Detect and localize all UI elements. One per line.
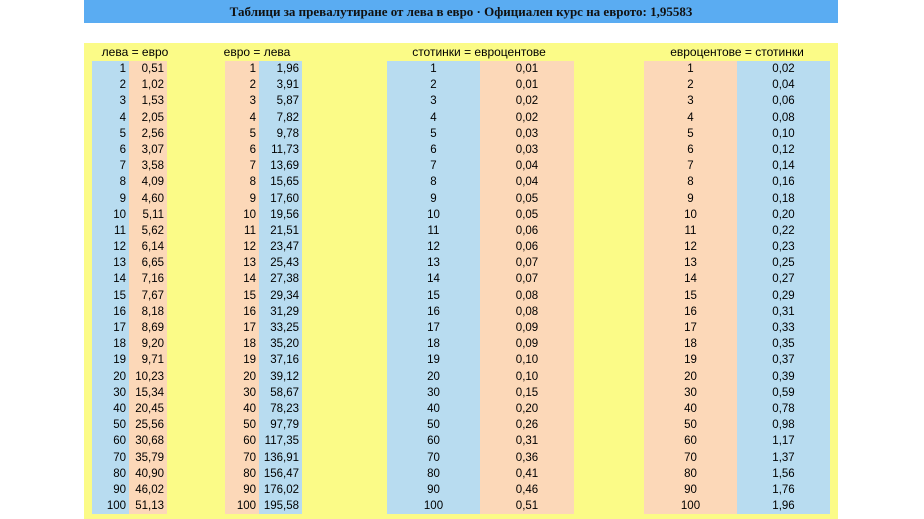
table-cell: 30 (684, 386, 697, 399)
table-cell: 2,05 (141, 111, 164, 124)
table-cell: 50 (427, 419, 440, 432)
table-cell: 18 (427, 338, 440, 351)
header-ct-to-st: евроцентове = стотинки (670, 45, 804, 59)
table-cell: 15,34 (135, 386, 164, 399)
table-cell: 9 (430, 192, 437, 205)
table-cell: 0,09 (515, 322, 539, 334)
table-cell: 4 (119, 111, 126, 124)
table-cell: 0,01 (515, 79, 539, 92)
table-cell: 0,10 (515, 370, 539, 383)
table-cell: 0,26 (515, 419, 539, 432)
table-cell: 0,03 (515, 127, 539, 140)
table-cell: 3 (119, 95, 126, 108)
spacer-band (84, 23, 838, 43)
table-cell: 20 (113, 370, 126, 383)
table-cell: 25,43 (270, 257, 299, 270)
table-cell: 13 (684, 257, 697, 270)
table-cell: 30 (113, 386, 126, 399)
table-cell: 12 (684, 241, 697, 254)
table-cell: 0,31 (515, 435, 539, 448)
table-cell: 0,08 (772, 111, 795, 124)
table-cell: 18 (113, 338, 126, 351)
table-cell: 35,79 (135, 451, 164, 464)
table-cell: 46,02 (135, 483, 164, 496)
table-cell: 21,51 (270, 224, 299, 237)
table-cell: 2 (430, 79, 437, 92)
table-cell: 0,35 (772, 338, 795, 351)
table-cell: 7 (687, 160, 694, 173)
table-cell: 15 (243, 289, 256, 302)
table-cell: 35,20 (270, 338, 299, 351)
table-cell: 5 (119, 127, 126, 140)
table-cell: 1 (119, 63, 126, 75)
table-cell: 17 (243, 322, 256, 334)
table-cell: 7 (430, 160, 437, 173)
table-cell: 30 (243, 386, 256, 399)
table-cell: 0,16 (772, 176, 795, 189)
table-cell: 0,29 (772, 289, 795, 302)
table-cell: 100 (423, 500, 444, 513)
table-cell: 20 (243, 370, 256, 383)
table-cell: 2,56 (141, 127, 164, 140)
table-cell: 80 (427, 467, 440, 480)
table-cell: 80 (684, 467, 697, 480)
table-cell: 0,18 (772, 192, 795, 205)
table-cell: 0,06 (515, 224, 539, 237)
table-cell: 100 (106, 500, 126, 513)
table-cell: 3 (687, 95, 694, 108)
table-cell: 0,04 (515, 160, 539, 173)
table-cell: 1,37 (772, 451, 795, 464)
table-cell: 51,13 (135, 500, 164, 513)
table-cell: 136,91 (263, 451, 299, 464)
table-cell: 6 (119, 143, 126, 156)
table-cell: 50 (684, 419, 697, 432)
table-cell: 0,06 (772, 95, 795, 108)
table-cell: 0,15 (515, 386, 539, 399)
lev-to-eur-value-column (129, 61, 167, 514)
table-cell: 0,02 (772, 63, 795, 75)
table-cell: 2 (249, 79, 256, 92)
table-cell: 0,59 (772, 386, 795, 399)
table-cell: 0,23 (772, 241, 795, 254)
table-cell: 19 (243, 354, 256, 367)
table-cell: 0,05 (515, 208, 539, 221)
table-cell: 9,20 (141, 338, 164, 351)
table-cell: 0,98 (772, 419, 795, 432)
table-cell: 0,20 (515, 402, 539, 415)
table-cell: 0,31 (772, 305, 795, 318)
table-cell: 0,06 (515, 241, 539, 254)
table-cell: 0,07 (515, 257, 539, 270)
table-cell: 4 (687, 111, 694, 124)
table-cell: 20 (684, 370, 697, 383)
table-cell: 5 (430, 127, 437, 140)
eurocent-amount-column (644, 61, 737, 514)
table-cell: 0,27 (772, 273, 795, 286)
table-cell: 2 (119, 79, 126, 92)
table-cell: 1,76 (772, 483, 795, 496)
table-cell: 16 (684, 305, 697, 318)
table-cell: 0,33 (772, 322, 795, 334)
table-cell: 0,41 (515, 467, 539, 480)
table-cell: 15 (684, 289, 697, 302)
table-cell: 5,87 (276, 95, 299, 108)
table-cell: 70 (243, 451, 256, 464)
table-cell: 16 (113, 305, 126, 318)
table-cell: 15 (113, 289, 126, 302)
table-cell: 33,25 (270, 322, 299, 334)
table-cell: 10 (243, 208, 256, 221)
table-cell: 6,14 (141, 241, 164, 254)
table-cell: 60 (243, 435, 256, 448)
table-cell: 0,39 (772, 370, 795, 383)
table-cell: 9 (249, 192, 256, 205)
page-title: Таблици за превалутиране от лева в евро · Официален курс на еврото: 1,95583 (84, 0, 838, 23)
table-cell: 4 (249, 111, 256, 124)
table-cell: 3 (430, 95, 437, 108)
table-cell: 0,05 (515, 192, 539, 205)
table-cell: 1 (687, 63, 694, 75)
table-cell: 4,60 (141, 192, 164, 205)
table-cell: 78,23 (270, 402, 299, 415)
conversion-sheet (84, 0, 838, 519)
table-cell: 90 (684, 483, 697, 496)
table-cell: 10 (113, 208, 126, 221)
table-cell: 15,65 (270, 176, 299, 189)
table-cell: 10,23 (135, 370, 164, 383)
table-cell: 117,35 (264, 435, 299, 448)
table-cell: 13 (427, 257, 440, 270)
table-cell: 176,02 (263, 483, 299, 496)
table-cell: 8 (119, 176, 126, 189)
table-cell: 5,11 (142, 208, 164, 221)
table-cell: 0,78 (772, 402, 795, 415)
table-cell: 0,20 (772, 208, 795, 221)
table-cell: 1 (249, 63, 256, 75)
table-cell: 13,69 (270, 160, 299, 173)
stotinki-amount-column (387, 61, 480, 514)
table-cell: 50 (113, 419, 126, 432)
table-cell: 23,47 (270, 241, 299, 254)
table-cell: 14 (243, 273, 256, 286)
table-cell: 156,47 (263, 467, 299, 480)
table-cell: 14 (684, 273, 697, 286)
table-cell: 8 (249, 176, 256, 189)
table-cell: 0,04 (772, 79, 795, 92)
table-cell: 40 (113, 402, 126, 415)
table-cell: 5 (687, 127, 694, 140)
lev-amount-column (92, 61, 129, 514)
table-cell: 39,12 (270, 370, 299, 383)
table-cell: 5 (249, 127, 256, 140)
table-cell: 7 (119, 160, 126, 173)
table-cell: 60 (113, 435, 126, 448)
header-st-to-ct: стотинки = евроцентове (412, 45, 546, 59)
table-cell: 31,29 (270, 305, 299, 318)
table-cell: 60 (427, 435, 440, 448)
table-cell: 12 (113, 241, 126, 254)
table-cell: 12 (427, 241, 440, 254)
table-cell: 1,02 (141, 79, 164, 92)
table-cell: 80 (243, 467, 256, 480)
table-cell: 100 (680, 500, 701, 513)
table-cell: 97,79 (270, 419, 299, 432)
table-cell: 0,07 (515, 273, 539, 286)
table-cell: 11,73 (271, 143, 299, 156)
table-cell: 18 (684, 338, 697, 351)
table-cell: 19 (427, 354, 440, 367)
table-cell: 10 (684, 208, 697, 221)
table-cell: 6 (249, 143, 256, 156)
table-cell: 17,60 (270, 192, 299, 205)
table-cell: 1,17 (772, 435, 795, 448)
table-cell: 0,37 (772, 354, 795, 367)
table-cell: 40 (684, 402, 697, 415)
table-cell: 8 (687, 176, 694, 189)
table-cell: 0,03 (515, 143, 539, 156)
table-cell: 2 (687, 79, 694, 92)
table-cell: 13 (243, 257, 256, 270)
table-cell: 7,82 (276, 111, 299, 124)
table-cell: 70 (113, 451, 126, 464)
table-cell: 16 (243, 305, 256, 318)
table-cell: 70 (684, 451, 697, 464)
table-cell: 9 (687, 192, 694, 205)
table-cell: 11 (244, 224, 256, 237)
table-cell: 4,09 (141, 176, 164, 189)
table-cell: 19 (113, 354, 126, 367)
table-cell: 0,46 (515, 483, 539, 496)
table-cell: 8,18 (141, 305, 164, 318)
table-cell: 0,22 (772, 224, 795, 237)
table-cell: 90 (113, 483, 126, 496)
table-cell: 0,08 (515, 305, 539, 318)
table-cell: 70 (427, 451, 440, 464)
table-cell: 0,14 (772, 160, 795, 173)
table-cell: 0,36 (515, 451, 539, 464)
table-cell: 5,62 (141, 224, 164, 237)
table-cell: 30 (427, 386, 440, 399)
table-cell: 17 (427, 322, 440, 334)
table-cell: 100 (236, 500, 256, 513)
table-cell: 20 (427, 370, 440, 383)
table-cell: 0,25 (772, 257, 795, 270)
table-cell: 7,67 (141, 289, 164, 302)
table-cell: 0,51 (515, 500, 539, 513)
table-cell: 7,16 (141, 273, 164, 286)
ct-to-st-value-column (737, 61, 830, 514)
table-cell: 17 (684, 322, 697, 334)
eur-amount-column (225, 61, 259, 514)
table-cell: 1 (430, 63, 437, 75)
table-cell: 10 (427, 208, 440, 221)
table-cell: 4 (430, 111, 437, 124)
table-cell: 14 (113, 273, 126, 286)
table-cell: 8 (430, 176, 437, 189)
table-cell: 0,02 (515, 95, 539, 108)
table-cell: 80 (113, 467, 126, 480)
table-cell: 0,09 (515, 338, 539, 351)
table-cell: 0,08 (515, 289, 539, 302)
table-cell: 12 (243, 241, 256, 254)
table-cell: 29,34 (270, 289, 299, 302)
table-cell: 19,56 (270, 208, 299, 221)
table-cell: 6,65 (141, 257, 164, 270)
table-cell: 25,56 (135, 419, 164, 432)
table-cell: 40 (243, 402, 256, 415)
table-cell: 9,78 (276, 127, 299, 140)
st-to-ct-value-column (480, 61, 574, 514)
table-cell: 50 (243, 419, 256, 432)
table-cell: 8,69 (141, 322, 164, 334)
table-cell: 90 (243, 483, 256, 496)
table-cell: 1,96 (772, 500, 795, 513)
table-cell: 0,12 (772, 143, 795, 156)
table-cell: 30,68 (135, 435, 164, 448)
table-cell: 3,07 (141, 143, 164, 156)
table-cell: 1,56 (772, 467, 795, 480)
table-cell: 16 (427, 305, 440, 318)
table-cell: 1,96 (276, 63, 299, 75)
table-cell: 11 (684, 224, 697, 237)
table-cell: 40 (427, 402, 440, 415)
table-cell: 17 (113, 322, 126, 334)
table-cell: 7 (249, 160, 256, 173)
table-cell: 3,91 (276, 79, 299, 92)
table-cell: 14 (427, 273, 440, 286)
table-cell: 0,01 (515, 63, 539, 75)
table-cell: 15 (427, 289, 440, 302)
table-cell: 19 (684, 354, 697, 367)
table-cell: 37,16 (270, 354, 299, 367)
table-cell: 3 (249, 95, 256, 108)
table-cell: 9,71 (141, 354, 164, 367)
table-cell: 0,51 (141, 63, 164, 75)
table-cell: 40,90 (135, 467, 164, 480)
table-cell: 195,58 (263, 500, 299, 513)
header-eur-to-lev: евро = лева (223, 45, 291, 59)
table-cell: 13 (113, 257, 126, 270)
eur-to-lev-value-column (259, 61, 302, 514)
table-cell: 20,45 (135, 402, 164, 415)
table-cell: 6 (687, 143, 694, 156)
table-cell: 27,38 (270, 273, 299, 286)
table-cell: 18 (243, 338, 256, 351)
table-cell: 9 (119, 192, 126, 205)
table-cell: 11 (427, 224, 440, 237)
header-lev-to-eur: лева = евро (101, 45, 169, 59)
table-cell: 90 (427, 483, 440, 496)
table-cell: 3,58 (141, 160, 164, 173)
table-cell: 11 (114, 224, 126, 237)
table-cell: 6 (430, 143, 437, 156)
table-cell: 58,67 (270, 386, 299, 399)
table-cell: 60 (684, 435, 697, 448)
table-cell: 1,53 (141, 95, 164, 108)
table-cell: 0,02 (515, 111, 539, 124)
table-cell: 0,10 (772, 127, 795, 140)
table-cell: 0,10 (515, 354, 539, 367)
table-cell: 0,04 (515, 176, 539, 189)
